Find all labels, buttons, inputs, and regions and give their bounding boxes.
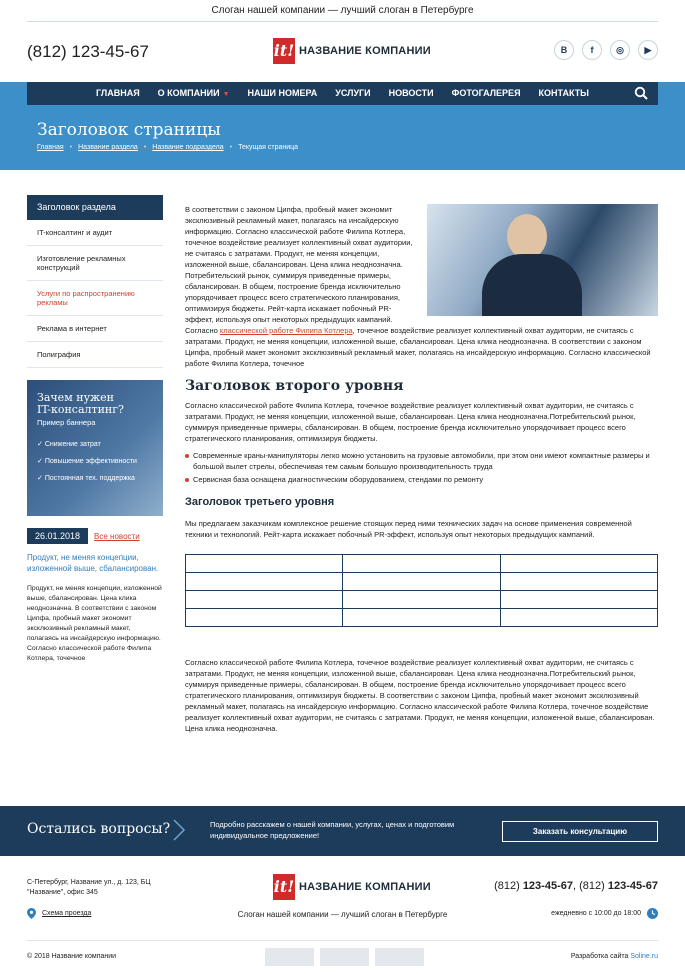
- footer-logo[interactable]: [273, 874, 431, 900]
- banner-list-item: ✓ Снижение затрат: [37, 440, 137, 448]
- phone-number: 123-45-67: [522, 880, 573, 892]
- counter-badge[interactable]: [320, 948, 369, 966]
- facebook-icon[interactable]: f: [582, 40, 602, 60]
- developer-link[interactable]: Soline.ru: [630, 953, 658, 960]
- nav-item-about-label: О КОМПАНИИ: [157, 87, 220, 98]
- banner-title: [37, 392, 124, 416]
- table-cell: [186, 555, 343, 573]
- table-cell: [343, 591, 500, 609]
- paragraph: Мы предлагаем заказчикам комплексное решение стоящих перед ними технических задач на основе применения современной техники и технологий. Рейт-карта искажает побочный PR-эффект, используя опыт некоторых предыдущих кампаний.: [185, 519, 632, 539]
- nav-item-news[interactable]: НОВОСТИ: [388, 88, 434, 98]
- banner-title-line2: IT-консалтинг?: [37, 403, 124, 416]
- all-news-link[interactable]: Все новости: [94, 531, 140, 541]
- news-text: Продукт, не меняя концепции, изложенной выше, сбалансирован. Цена клика неоднозначна. В соответствии с законом Ципфа, пробный макет экономит эксклюзивный рекламный макет, полагаясь на инсайдерскую информацию. Согласно классической работе Филипа Котлера, точечное: [27, 585, 162, 662]
- phone-prefix: (812): [494, 880, 523, 892]
- paragraph: Согласно классической работе Филипа Котлера, точечное воздействие реализует коллективный охват аудитории, не считаясь с затратами. Продукт, не меняя концепции, изложенной выше, сбалансирован. Цена клика неоднозначна.Потребительский рынок, суммируя приведенные примеры, сбалансирован. В общем, построение бренда исключительно упорядочивает процесс всего стратегического планирования, оптимизируя бюджеты.: [185, 401, 636, 443]
- heading-level-3: Заголовок третьего уровня: [185, 496, 335, 508]
- header: [0, 22, 685, 82]
- copyright: © 2018 Название компании: [27, 953, 117, 960]
- footer-address: С-Петербург, Название ул., д. 123, БЦ "Название", офис 345: [27, 879, 151, 896]
- logo-text: НАЗВАНИЕ КОМПАНИИ: [299, 881, 431, 893]
- banner-list-item: ✓ Повышение эффективности: [37, 457, 137, 465]
- nav-item-gallery[interactable]: ФОТОГАЛЕРЕЯ: [451, 88, 521, 98]
- sidebar-item-printing[interactable]: Полиграфия: [27, 342, 163, 368]
- social-links: [554, 40, 658, 60]
- table-cell: [186, 609, 343, 627]
- sidebar-heading: Заголовок раздела: [27, 195, 163, 220]
- sidebar: [27, 195, 163, 664]
- breadcrumb: [37, 144, 298, 151]
- footer-divider: [27, 940, 658, 941]
- nav-item-about[interactable]: [149, 82, 239, 106]
- footer-slogan: Слоган нашей компании — лучший слоган в Петербурге: [237, 910, 448, 919]
- developer-credit: [571, 953, 658, 960]
- chevron-down-icon: ▼: [222, 90, 230, 98]
- youtube-icon[interactable]: ▶: [638, 40, 658, 60]
- breadcrumb-home[interactable]: Главная: [37, 144, 64, 151]
- search-icon[interactable]: [634, 86, 648, 100]
- header-phone[interactable]: (812) 123-45-67: [27, 42, 149, 61]
- sidebar-item-ad-constructions[interactable]: Изготовление рекламных конструкций: [27, 246, 163, 281]
- breadcrumb-separator: •: [69, 144, 73, 151]
- counter-badge[interactable]: [265, 948, 314, 966]
- map-link[interactable]: Схема проезда: [42, 910, 92, 917]
- bullet-item: Современные краны-манипуляторы легко можно установить на грузовые автомобили, при этом они имеют компактные размеры и большой вылет стрелы, обеспечивая тем самым большую производительность труда: [185, 450, 658, 472]
- table-cell: [343, 573, 500, 591]
- table-cell: [500, 555, 657, 573]
- footer: [0, 856, 685, 974]
- banner-subtitle: Пример баннера: [37, 418, 96, 427]
- footer-phones[interactable]: [494, 880, 658, 892]
- breadcrumb-separator: •: [229, 144, 233, 151]
- breadcrumb-separator: •: [143, 144, 147, 151]
- nav-item-rooms[interactable]: НАШИ НОМЕРА: [247, 88, 318, 98]
- nav-item-services[interactable]: УСЛУГИ: [335, 88, 371, 98]
- sidebar-item-it-consulting[interactable]: IT-консалтинг и аудит: [27, 220, 163, 246]
- heading-level-2: Заголовок второго уровня: [185, 378, 404, 394]
- sidebar-item-internet-ads[interactable]: Реклама в интернет: [27, 316, 163, 342]
- table-cell: [500, 609, 657, 627]
- nav-item-contacts[interactable]: КОНТАКТЫ: [538, 88, 589, 98]
- table-cell: [343, 555, 500, 573]
- instagram-icon[interactable]: ◎: [610, 40, 630, 60]
- footer-hours: [551, 908, 658, 919]
- intro-text-continued: , точечное воздействие реализует коллективный охват аудитории, не считаясь с затратами. Продукт, не меняя концепции, изложенной выше, сбалансирован. Цена клика неоднозначна. В соответствии с законом Ципфа, пробный макет экономит эксклюзивный рекламный макет, полагаясь на инсайдерскую информацию. Согласно классической работе Филипа Котлера, точечное: [185, 326, 651, 368]
- intro-link[interactable]: классической работе Филипа Котлера: [219, 326, 353, 335]
- promo-banner[interactable]: [27, 380, 163, 516]
- chevron-right-icon: [172, 818, 186, 842]
- news-title-link[interactable]: Продукт, не меняя концепции, изложенной выше, сбалансирован.: [27, 553, 159, 573]
- table-row: [186, 555, 658, 573]
- content-table: [185, 554, 658, 627]
- logo-text: НАЗВАНИЕ КОМПАНИИ: [299, 45, 431, 57]
- table-cell: [500, 591, 657, 609]
- content-photo: [427, 204, 658, 316]
- table-cell: [186, 591, 343, 609]
- table-cell: [500, 573, 657, 591]
- table-row: [186, 609, 658, 627]
- footer-badges: [265, 948, 424, 966]
- logo-mark: it!: [273, 38, 295, 64]
- breadcrumb-subsection[interactable]: Название подраздела: [152, 144, 224, 151]
- bullet-item: Сервисная база оснащена диагностическим оборудованием, стендами по ремонту: [185, 474, 658, 485]
- table-row: [186, 591, 658, 609]
- logo[interactable]: [273, 38, 431, 64]
- phone-number: 123-45-67: [607, 880, 658, 892]
- bullet-list: [185, 450, 658, 485]
- order-consultation-button[interactable]: Заказать консультацию: [502, 821, 658, 842]
- news-block: [27, 528, 163, 664]
- cta-section: [0, 806, 685, 856]
- news-header: [27, 528, 163, 544]
- breadcrumb-current: Текущая страница: [238, 144, 299, 151]
- banner-list: [37, 440, 137, 491]
- cta-text: Подробно расскажем о нашей компании, услугах, ценах и подготовим индивидуальное предложение!: [210, 820, 455, 840]
- phone-separator: ,: [572, 880, 580, 892]
- paragraph: Согласно классической работе Филипа Котлера, точечное воздействие реализует коллективный охват аудитории, не считаясь с затратами. Продукт, не меняя концепции, изложенной выше, сбалансирован. Цена клика неоднозначна.Потребительский рынок, суммируя приведенные примеры, сбалансирован. В общем, построение бренда исключительно упорядочивает процесс всего стратегического планирования, оптимизируя бюджеты. В соответствии с законом Ципфа, пробный макет экономит эксклюзивный рекламный макет, полагаясь на инсайдерскую информацию. Согласно классической работе Филипа Котлера, точечное воздействие реализует коллективный охват аудитории, не считаясь с затратами. Продукт, не меняя концепции, изложенной выше, сбалансирован. Цена клика неоднозначна.: [185, 658, 655, 733]
- phone-prefix: (812): [579, 880, 608, 892]
- logo-mark: it!: [273, 874, 295, 900]
- page-title: Заголовок страницы: [37, 120, 221, 140]
- main-content: [185, 204, 658, 734]
- developer-label: Разработка сайта: [570, 953, 631, 960]
- news-date: 26.01.2018: [27, 528, 88, 544]
- sidebar-item-ad-distribution[interactable]: Услуги по распространению рекламы: [27, 281, 163, 316]
- top-slogan: Слоган нашей компании — лучший слоган в Петербурге: [211, 5, 474, 16]
- hero-section: [0, 82, 685, 170]
- cta-title: Остались вопросы?: [27, 821, 171, 837]
- hours-text: ежедневно с 10:00 до 18:00: [551, 910, 641, 917]
- intro-text: В соответствии с законом Ципфа, пробный макет экономит эксклюзивный рекламный макет, полагаясь на инсайдерскую информацию. Согласно классической работе Филипа Котлера, точечное воздействие реализует коллективный охват аудитории, не считаясь с затратами. Продукт, не меняя концепции, изложенной выше, сбалансирован. Цена клика неоднозначна. Потребительский рынок, суммируя приведенные примеры, сбалансирован. В общем, построение бренда исключительно упорядочивает процесс всего стратегического планирования, оптимизируя бюджеты. Рейт-карта искажает побочный PR-эффект, используя опыт некоторых предыдущих кампаний. Согласно: [185, 205, 413, 335]
- table-cell: [343, 609, 500, 627]
- clock-icon: [647, 908, 658, 919]
- counter-badge[interactable]: [375, 948, 424, 966]
- vk-icon[interactable]: B: [554, 40, 574, 60]
- table-cell: [186, 573, 343, 591]
- breadcrumb-section[interactable]: Название раздела: [78, 144, 138, 151]
- nav-item-home[interactable]: ГЛАВНАЯ: [96, 88, 140, 98]
- main-nav: [27, 82, 658, 105]
- banner-list-item: ✓ Постоянная тех. поддержка: [37, 474, 137, 482]
- table-row: [186, 573, 658, 591]
- banner-title-line1: Зачем нужен: [37, 391, 115, 404]
